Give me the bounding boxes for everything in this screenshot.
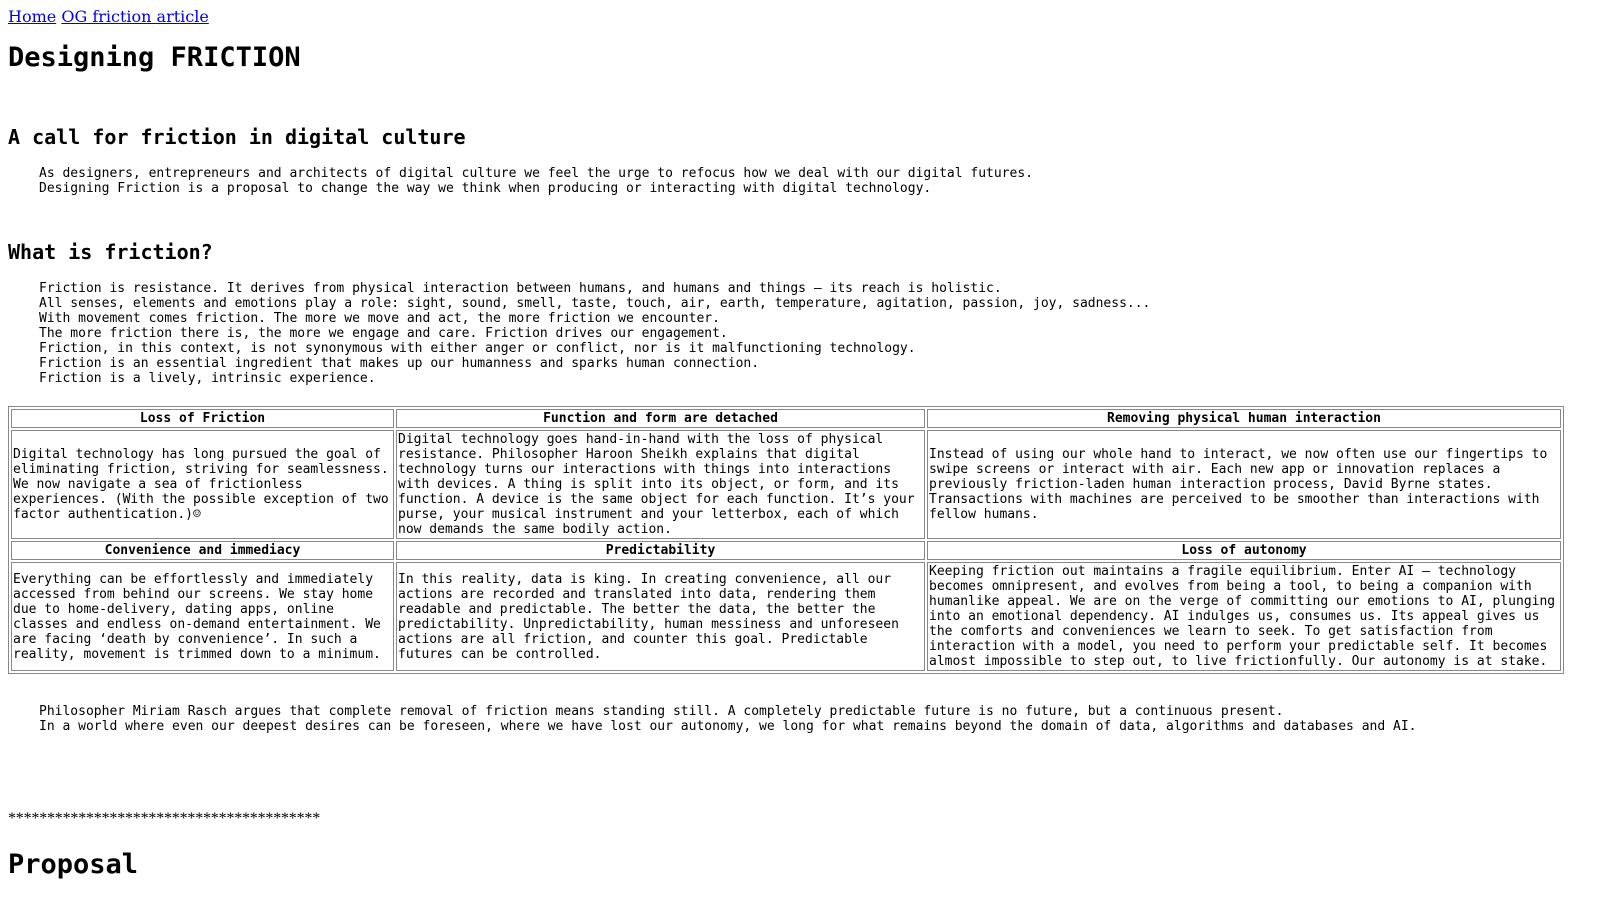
table-row <box>11 562 1561 671</box>
home-link[interactable]: Home <box>8 7 57 26</box>
header-predictability: Predictability <box>396 541 925 560</box>
what-is-friction-heading: What is friction? <box>8 240 213 264</box>
proposal-heading: Proposal <box>8 849 139 880</box>
table-header-row <box>11 541 1561 560</box>
table-row <box>11 430 1561 539</box>
intro-heading: A call for friction in digital culture <box>8 125 466 149</box>
top-nav <box>8 7 209 27</box>
friction-topics-table <box>8 406 1564 674</box>
header-removing-physical-interaction: Removing physical human interaction <box>927 409 1561 428</box>
cell-loss-of-friction: Digital technology has long pursued the goal of eliminating friction, striving for seamlessness. We now navigate a sea of frictionless experiences. (With the possible exception of two factor authentication.)☺ <box>11 430 394 539</box>
asterisk-divider: **************************************** <box>8 810 321 827</box>
what-is-friction-text: Friction is resistance. It derives from physical interaction between humans, and humans and things – its reach is holistic. All senses, elements and emotions play a role: sight, sound, smell, taste, touch, air, earth, temperature, agitation, passion, joy, sadness... With movement comes friction. The more we move and act, the more friction we encounter. The more friction there is, the more we engage and care. Friction drives our engagement. Friction, in this context, is not synonymous with either anger or conflict, nor is it malfunctioning technology. Friction is an essential ingredient that makes up our humanness and sparks human connection. Friction is a lively, intrinsic experience. <box>39 281 1151 386</box>
closing-text: Philosopher Miriam Rasch argues that complete removal of friction means standing still. A completely predictable future is no future, but a continuous present. In a world where even our deepest desires can be foreseen, where we have lost our autonomy, we long for what remains beyond the domain of data, algorithms and databases and AI. <box>39 704 1417 734</box>
cell-function-and-form: Digital technology goes hand-in-hand with the loss of physical resistance. Philosopher Haroon Sheikh explains that digital technology turns our interactions with things into interactions with devices. A thing is split into its object, or form, and its function. A device is the same object for each function. It’s your purse, your musical instrument and your letterbox, each of which now demands the same bodily action. <box>396 430 925 539</box>
cell-removing-physical-interaction: Instead of using our whole hand to interact, we now often use our fingertips to swipe screens or interact with air. Each new app or innovation replaces a previously friction-laden human interaction process, David Byrne states. Transactions with machines are perceived to be smoother than interactions with fellow humans. <box>927 430 1561 539</box>
header-function-and-form: Function and form are detached <box>396 409 925 428</box>
page-title: Designing FRICTION <box>8 42 301 73</box>
og-friction-article-link[interactable]: OG friction article <box>61 7 209 26</box>
cell-convenience-and-immediacy: Everything can be effortlessly and immediately accessed from behind our screens. We stay home due to home-delivery, dating apps, online classes and endless on-demand entertainment. We are facing ‘death by convenience’. In such a reality, movement is trimmed down to a minimum. <box>11 562 394 671</box>
intro-text: As designers, entrepreneurs and architects of digital culture we feel the urge to refocus how we deal with our digital futures. Designing Friction is a proposal to change the way we think when producing or interacting with digital technology. <box>39 166 1033 196</box>
header-convenience-and-immediacy: Convenience and immediacy <box>11 541 394 560</box>
table-header-row <box>11 409 1561 428</box>
header-loss-of-friction: Loss of Friction <box>11 409 394 428</box>
cell-loss-of-autonomy: Keeping friction out maintains a fragile equilibrium. Enter AI – technology becomes omnipresent, and evolves from being a tool, to being a companion with humanlike appeal. We are on the verge of committing our emotions to AI, plunging into an emotional dependency. AI indulges us, consumes us. Its appeal gives us the comforts and conveniences we learn to seek. To get satisfaction from interaction with a model, you need to perform your predictable self. It becomes almost impossible to step out, to live frictionfully. Our autonomy is at stake. <box>927 562 1561 671</box>
cell-predictability: In this reality, data is king. In creating convenience, all our actions are recorded and translated into data, rendering them readable and predictable. The better the data, the better the predictability. Unpredictability, human messiness and unforeseen actions are all friction, and counter this goal. Predictable futures can be controlled. <box>396 562 925 671</box>
header-loss-of-autonomy: Loss of autonomy <box>927 541 1561 560</box>
